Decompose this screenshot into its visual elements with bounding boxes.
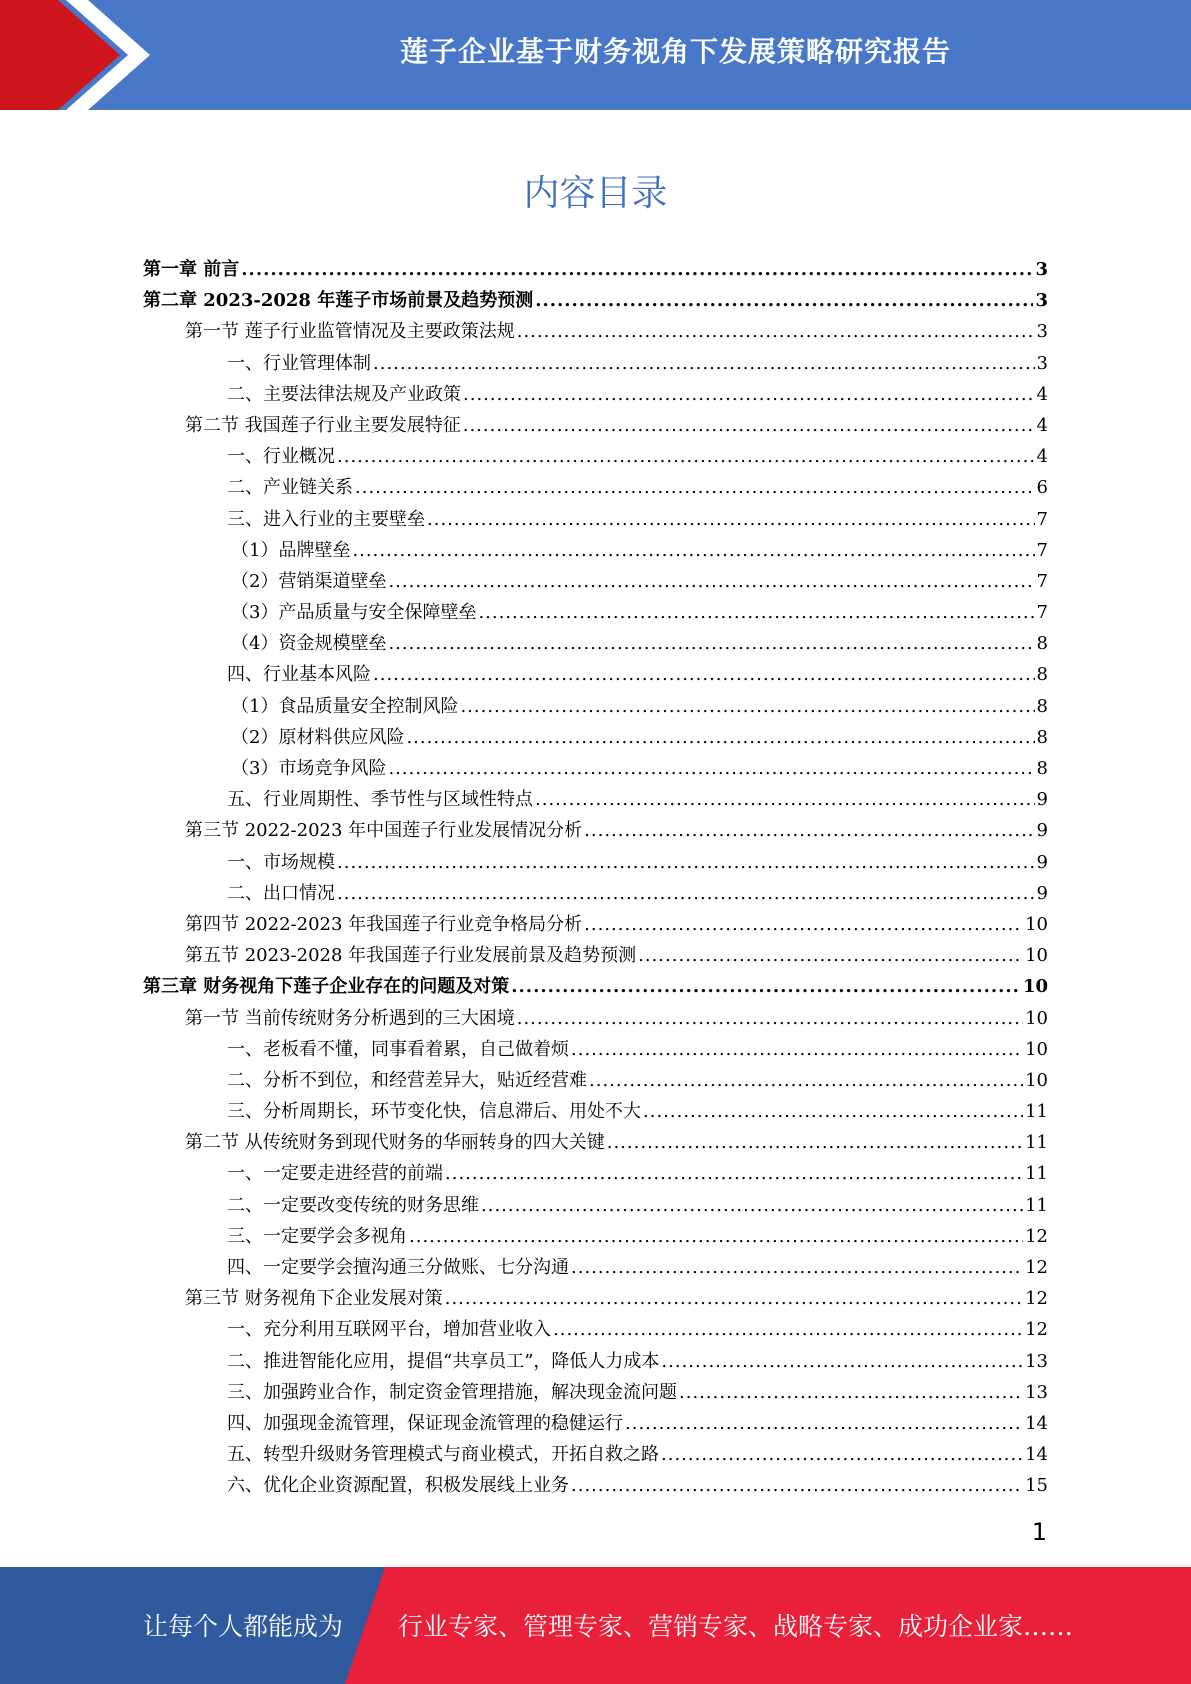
- toc-entry-label: 一、行业管理体制: [227, 352, 371, 374]
- toc-entry-page: 10: [1025, 945, 1048, 967]
- toc-entry-page: 10: [1025, 913, 1048, 935]
- toc-entry[interactable]: [143, 909, 1048, 940]
- toc-entry-label: 第二节 我国莲子行业主要发展特征: [185, 414, 461, 436]
- toc-leader-dots: [607, 1127, 1023, 1158]
- toc-entry-page: 11: [1025, 1163, 1048, 1185]
- toc-entry[interactable]: [143, 1252, 1048, 1283]
- toc-leader-dots: [535, 285, 1033, 316]
- toc-leader-dots: [409, 1221, 1023, 1252]
- toc-entry[interactable]: [143, 940, 1048, 971]
- toc-entry-page: 12: [1025, 1288, 1048, 1310]
- toc-entry[interactable]: [143, 1470, 1048, 1501]
- toc-entry-page: 8: [1036, 758, 1048, 779]
- toc-entry-label: 五、行业周期性、季节性与区域性特点: [227, 789, 533, 811]
- toc-entry-page: 3: [1036, 321, 1048, 343]
- toc-entry[interactable]: [143, 472, 1048, 503]
- toc-entry-page: 7: [1036, 602, 1048, 624]
- toc-entry-label: 二、出口情况: [227, 882, 335, 904]
- toc-leader-dots: [517, 1003, 1023, 1034]
- toc-entry[interactable]: [143, 1127, 1048, 1158]
- toc-entry[interactable]: [143, 316, 1048, 347]
- footer-slogan-left: 让每个人都能成为: [143, 1612, 344, 1641]
- toc-entry-label: 第二节 从传统财务到现代财务的华丽转身的四大关键: [185, 1132, 605, 1154]
- toc-leader-dots: [589, 1065, 1023, 1096]
- toc-entry-page: 7: [1036, 508, 1048, 530]
- toc-entry-page: 9: [1036, 820, 1048, 842]
- toc-entry-page: 11: [1025, 1132, 1048, 1154]
- toc-entry-page: 10: [1025, 1069, 1048, 1091]
- toc-entry[interactable]: [143, 878, 1048, 909]
- toc-entry-label: 第三节 2022-2023 年中国莲子行业发展情况分析: [185, 820, 583, 842]
- header-banner: [0, 0, 1191, 110]
- toc-leader-dots: [373, 659, 1035, 690]
- toc-entry-page: 8: [1036, 695, 1048, 717]
- toc-entry[interactable]: [143, 1065, 1048, 1096]
- toc-leader-dots: [511, 971, 1021, 1002]
- toc-entry[interactable]: [143, 504, 1048, 535]
- toc-leader-dots: [388, 628, 1034, 659]
- toc-entry-label: 第一章 前言: [143, 259, 240, 280]
- toc-entry[interactable]: [143, 1034, 1048, 1065]
- toc-leader-dots: [337, 441, 1035, 472]
- toc-entry-label: 四、一定要学会擅沟通三分做账、七分沟通: [227, 1257, 569, 1278]
- toc-entry[interactable]: [143, 971, 1048, 1002]
- toc-entry-label: 一、老板看不懂，同事看着累，自己做着烦: [227, 1038, 569, 1060]
- toc-entry[interactable]: [143, 784, 1048, 815]
- toc-entry[interactable]: [143, 1158, 1048, 1189]
- toc-entry-page: 13: [1025, 1350, 1048, 1372]
- toc-leader-dots: [584, 909, 1023, 940]
- toc-leader-dots: [337, 847, 1035, 878]
- toc-leader-dots: [463, 410, 1035, 441]
- toc-leader-dots: [241, 254, 1033, 285]
- toc-entry[interactable]: [143, 628, 1048, 659]
- toc-entry-page: 10: [1022, 976, 1048, 998]
- toc-entry[interactable]: [143, 1190, 1048, 1221]
- toc-entry-page: 4: [1036, 383, 1048, 405]
- toc-leader-dots: [388, 753, 1034, 784]
- toc-entry-label: 一、市场规模: [227, 851, 335, 873]
- toc-entry-label: 三、加强跨业合作，制定资金管理措施，解决现金流问题: [227, 1381, 677, 1403]
- toc-leader-dots: [625, 1408, 1023, 1439]
- toc-entry-page: 8: [1036, 664, 1048, 686]
- toc-entry-label: 三、进入行业的主要壁垒: [227, 508, 425, 530]
- toc-leader-dots: [638, 940, 1023, 971]
- toc-entry[interactable]: [143, 659, 1048, 690]
- toc-entry-page: 8: [1036, 633, 1048, 655]
- toc-entry[interactable]: [143, 348, 1048, 379]
- toc-entry-page: 9: [1036, 882, 1048, 904]
- toc-entry-page: 15: [1025, 1475, 1048, 1497]
- toc-leader-dots: [553, 1314, 1023, 1345]
- toc-entry[interactable]: [143, 691, 1048, 722]
- toc-entry-page: 3: [1035, 290, 1048, 312]
- toc-entry[interactable]: [143, 379, 1048, 410]
- toc-leader-dots: [337, 878, 1035, 909]
- toc-entry-page: 3: [1035, 259, 1048, 280]
- toc-entry-label: （3）市场竞争风险: [231, 758, 387, 779]
- footer-slogan-right: 行业专家、管理专家、营销专家、战略专家、成功企业家……: [398, 1612, 1074, 1641]
- toc-entry-label: 一、一定要走进经营的前端: [227, 1163, 443, 1185]
- toc-leader-dots: [427, 504, 1035, 535]
- toc-entry-page: 10: [1025, 1007, 1048, 1029]
- toc-leader-dots: [571, 1470, 1023, 1501]
- toc-leader-dots: [571, 1252, 1023, 1283]
- toc-entry-page: 12: [1025, 1319, 1048, 1341]
- toc-entry-label: （3）产品质量与安全保障壁垒: [231, 602, 477, 624]
- toc-leader-dots: [445, 1158, 1023, 1189]
- toc-entry[interactable]: [143, 535, 1048, 566]
- toc-entry[interactable]: [143, 285, 1048, 316]
- toc-entry-page: 12: [1025, 1225, 1048, 1247]
- toc-leader-dots: [463, 379, 1035, 410]
- toc-leader-dots: [460, 691, 1034, 722]
- table-of-contents: [143, 254, 1048, 1502]
- toc-leader-dots: [373, 348, 1035, 379]
- toc-leader-dots: [571, 1034, 1023, 1065]
- toc-entry-page: 11: [1025, 1101, 1048, 1123]
- toc-leader-dots: [643, 1096, 1023, 1127]
- toc-leader-dots: [679, 1377, 1023, 1408]
- toc-leader-dots: [352, 535, 1034, 566]
- document-title: 莲子企业基于财务视角下发展策略研究报告: [399, 35, 951, 68]
- toc-entry-label: （2）原材料供应风险: [231, 726, 405, 748]
- toc-entry-page: 14: [1025, 1444, 1048, 1466]
- toc-entry-page: 8: [1036, 726, 1048, 748]
- toc-entry[interactable]: [143, 1003, 1048, 1034]
- toc-entry-page: 11: [1025, 1194, 1048, 1216]
- toc-entry[interactable]: [143, 410, 1048, 441]
- toc-leader-dots: [388, 566, 1034, 597]
- footer-banner: [0, 1567, 1191, 1684]
- toc-entry-page: 10: [1025, 1038, 1048, 1060]
- toc-entry-label: 第五节 2023-2028 年我国莲子行业发展前景及趋势预测: [185, 945, 637, 967]
- toc-leader-dots: [445, 1283, 1023, 1314]
- toc-entry-page: 7: [1036, 539, 1048, 561]
- toc-entry[interactable]: [143, 441, 1048, 472]
- toc-entry-label: 二、一定要改变传统的财务思维: [227, 1194, 479, 1216]
- toc-entry-page: 4: [1036, 446, 1048, 468]
- toc-entry[interactable]: [143, 753, 1048, 784]
- toc-entry-label: 六、优化企业资源配置，积极发展线上业务: [227, 1475, 569, 1497]
- toc-entry-label: 第三节 财务视角下企业发展对策: [185, 1288, 443, 1310]
- toc-leader-dots: [517, 316, 1035, 347]
- toc-entry[interactable]: [143, 1439, 1048, 1470]
- toc-entry-label: （2）营销渠道壁垒: [231, 570, 387, 592]
- toc-leader-dots: [481, 1190, 1023, 1221]
- toc-entry-page: 13: [1025, 1381, 1048, 1403]
- toc-entry-page: 14: [1025, 1412, 1048, 1434]
- toc-entry[interactable]: [143, 1314, 1048, 1345]
- toc-entry-label: 四、加强现金流管理，保证现金流管理的稳健运行: [227, 1412, 623, 1434]
- toc-leader-dots: [584, 815, 1034, 846]
- toc-entry-label: 三、一定要学会多视角: [227, 1225, 407, 1247]
- toc-entry[interactable]: [143, 1283, 1048, 1314]
- toc-entry[interactable]: [143, 722, 1048, 753]
- toc-leader-dots: [355, 472, 1035, 503]
- toc-entry-page: 12: [1025, 1257, 1048, 1278]
- toc-entry[interactable]: [143, 566, 1048, 597]
- toc-entry[interactable]: [143, 1096, 1048, 1127]
- toc-entry-label: （1）品牌壁垒: [231, 539, 351, 561]
- toc-entry-label: （4）资金规模壁垒: [231, 633, 387, 655]
- toc-entry-page: 4: [1036, 414, 1048, 436]
- toc-entry[interactable]: [143, 1377, 1048, 1408]
- toc-entry-page: 9: [1036, 851, 1048, 873]
- toc-entry[interactable]: [143, 847, 1048, 878]
- toc-entry-label: 二、分析不到位，和经营差异大，贴近经营难: [227, 1069, 587, 1091]
- toc-leader-dots: [661, 1346, 1023, 1377]
- toc-entry-label: 第一节 当前传统财务分析遇到的三大困境: [185, 1007, 515, 1029]
- toc-entry[interactable]: [143, 254, 1048, 285]
- toc-entry[interactable]: [143, 1408, 1048, 1439]
- toc-entry[interactable]: [143, 815, 1048, 846]
- toc-entry-label: 五、转型升级财务管理模式与商业模式，开拓自救之路: [227, 1444, 659, 1466]
- toc-leader-dots: [406, 722, 1034, 753]
- toc-entry[interactable]: [143, 1346, 1048, 1377]
- toc-entry-label: 四、行业基本风险: [227, 664, 371, 686]
- toc-entry-label: 第四节 2022-2023 年我国莲子行业竞争格局分析: [185, 913, 583, 935]
- toc-entry-label: （1）食品质量安全控制风险: [231, 695, 459, 717]
- toc-entry[interactable]: [143, 597, 1048, 628]
- toc-entry-label: 三、分析周期长，环节变化快，信息滞后、用处不大: [227, 1101, 641, 1123]
- toc-entry-label: 第二章 2023-2028 年莲子市场前景及趋势预测: [143, 290, 534, 312]
- toc-leader-dots: [478, 597, 1034, 628]
- toc-entry-label: 二、推进智能化应用，提倡“共享员工”，降低人力成本: [227, 1350, 660, 1372]
- toc-entry-label: 二、主要法律法规及产业政策: [227, 383, 461, 405]
- toc-leader-dots: [535, 784, 1035, 815]
- toc-entry-page: 6: [1036, 477, 1048, 499]
- toc-entry-label: 第三章 财务视角下莲子企业存在的问题及对策: [143, 976, 510, 998]
- toc-entry[interactable]: [143, 1221, 1048, 1252]
- toc-entry-page: 7: [1036, 570, 1048, 592]
- toc-entry-label: 二、产业链关系: [227, 477, 353, 499]
- toc-entry-label: 一、行业概况: [227, 446, 335, 468]
- toc-entry-label: 一、充分利用互联网平台，增加营业收入: [227, 1319, 551, 1341]
- toc-leader-dots: [661, 1439, 1023, 1470]
- toc-entry-page: 9: [1036, 789, 1048, 811]
- toc-heading: 内容目录: [523, 173, 668, 214]
- page-number: 1: [1031, 1518, 1047, 1546]
- toc-entry-label: 第一节 莲子行业监管情况及主要政策法规: [185, 321, 515, 343]
- toc-entry-page: 3: [1036, 352, 1048, 374]
